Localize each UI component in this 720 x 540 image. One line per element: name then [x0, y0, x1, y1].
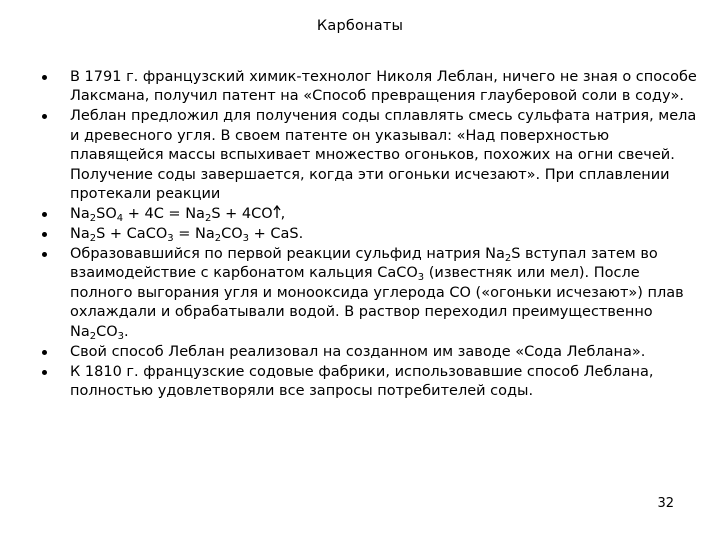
bullet-dot-icon	[42, 370, 47, 375]
bullet-dot-icon	[42, 232, 47, 237]
list-item-text: Леблан предложил для получения соды сплавлять смесь сульфата натрия, мела и древесного угля. В своем патенте он указывал: «Над поверхностью плавящейся массы вспыхивает множество огоньков, похожих на огни свечей. Получение соды завершается, когда эти огоньки исчезают». При сплавлении протекали реакции	[70, 108, 697, 203]
reaction-equation-2: $Na_2S$ + CaCO$_3$ = $Na_2CO_3$ + CaS.	[70, 226, 304, 245]
page-number: 32	[657, 496, 674, 511]
list-item	[40, 68, 702, 107]
list-item	[40, 107, 702, 204]
bullet-dot-icon	[42, 212, 47, 217]
arrow-up-icon	[273, 205, 281, 219]
bullet-dot-icon	[42, 114, 47, 119]
list-item-text: К 1810 г. французские содовые фабрики, использовавшие способ Леблана, полностью удовлетворяли все запросы потребителей соды.	[70, 363, 654, 400]
list-item	[40, 245, 702, 342]
bullet-dot-icon	[42, 350, 47, 355]
list-item	[40, 363, 702, 402]
list-item	[40, 225, 702, 244]
slide-title: Карбонаты	[316, 18, 404, 34]
list-item	[40, 343, 702, 362]
list-item-text: Образовавшийся по первой реакции сульфид натрия $Na_2S$ вступал затем во взаимодействие с карбонатом кальция CaCO$_3$ (известняк или мел). После полного выгорания угля и монооксида углерода CO («огоньки исчезают») плав охлаждали и обрабатывали водой. В раствор переходил преимущественно $Na_2CO_3$.	[70, 246, 684, 342]
reaction-equation-1: $Na_2SO_4 + 4C = Na_2S + 4CO$ ,	[70, 206, 286, 225]
bullet-dot-icon	[42, 75, 47, 80]
list-item-text: Свой способ Леблан реализовал на созданном им заводе «Сода Леблана».	[70, 343, 646, 360]
list-item	[40, 205, 702, 224]
list-item-text: В 1791 г. французский химик-технолог Николя Леблан, ничего не зная о способе Лаксмана, получил патент на «Способ превращения глауберовой соли в соду».	[70, 69, 697, 105]
bullet-list	[40, 68, 702, 402]
bullet-dot-icon	[42, 252, 47, 257]
